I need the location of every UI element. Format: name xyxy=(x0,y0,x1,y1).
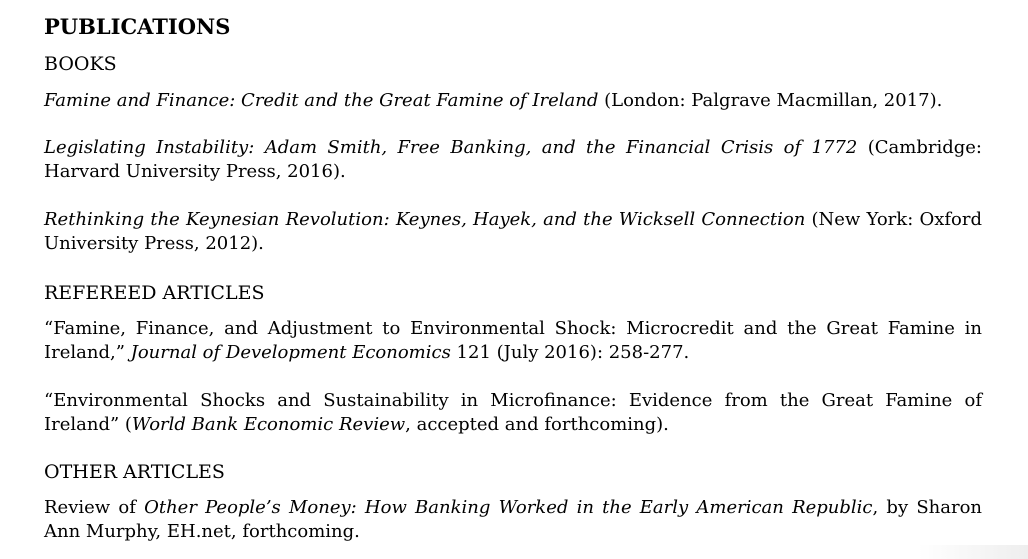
book-title: Rethinking the Keynesian Revolution: Keynes, Hayek, and the Wicksell Connection xyxy=(44,209,806,230)
article-entry xyxy=(44,317,982,365)
page-corner-shade xyxy=(918,545,1028,559)
subsection-heading-other-articles: OTHER ARTICLES xyxy=(44,461,225,483)
journal-name: Journal of Development Economics xyxy=(130,342,451,363)
article-citation-info: 121 (July 2016): 258-277. xyxy=(450,342,690,363)
book-title: Legislating Instability: Adam Smith, Free Banking, and the Financial Crisis of 1772 xyxy=(44,137,858,158)
subsection-heading-refereed-articles: REFEREED ARTICLES xyxy=(44,282,265,304)
book-entry xyxy=(44,208,982,256)
journal-name: World Bank Economic Review xyxy=(131,414,406,435)
article-entry xyxy=(44,496,982,544)
review-citation-info: , by Sharon Ann Murphy, EH.net, forthcoming. xyxy=(44,497,983,542)
book-entry xyxy=(44,136,982,184)
article-title: “Environmental Shocks and Sustainability in Microfinance: Evidence from the Great Famine of Ireland” ( xyxy=(44,390,982,435)
section-heading-publications: PUBLICATIONS xyxy=(44,14,231,39)
subsection-heading-books: BOOKS xyxy=(44,53,117,75)
reviewed-book-title: Other People’s Money: How Banking Worked in the Early American Republic xyxy=(144,497,873,518)
book-entry xyxy=(44,89,982,113)
book-publication-info: (New York: Oxford University Press, 2012). xyxy=(44,209,982,254)
review-prefix: Review of xyxy=(44,497,145,518)
article-citation-info: , accepted and forthcoming). xyxy=(405,414,669,435)
book-title: Famine and Finance: Credit and the Great Famine of Ireland xyxy=(44,90,599,111)
book-publication-info: (Cambridge: Harvard University Press, 2016). xyxy=(44,137,982,182)
article-entry xyxy=(44,389,982,437)
article-title: “Famine, Finance, and Adjustment to Environmental Shock: Microcredit and the Great Famine in Ireland,” xyxy=(44,318,982,363)
book-publication-info: (London: Palgrave Macmillan, 2017). xyxy=(598,90,943,111)
